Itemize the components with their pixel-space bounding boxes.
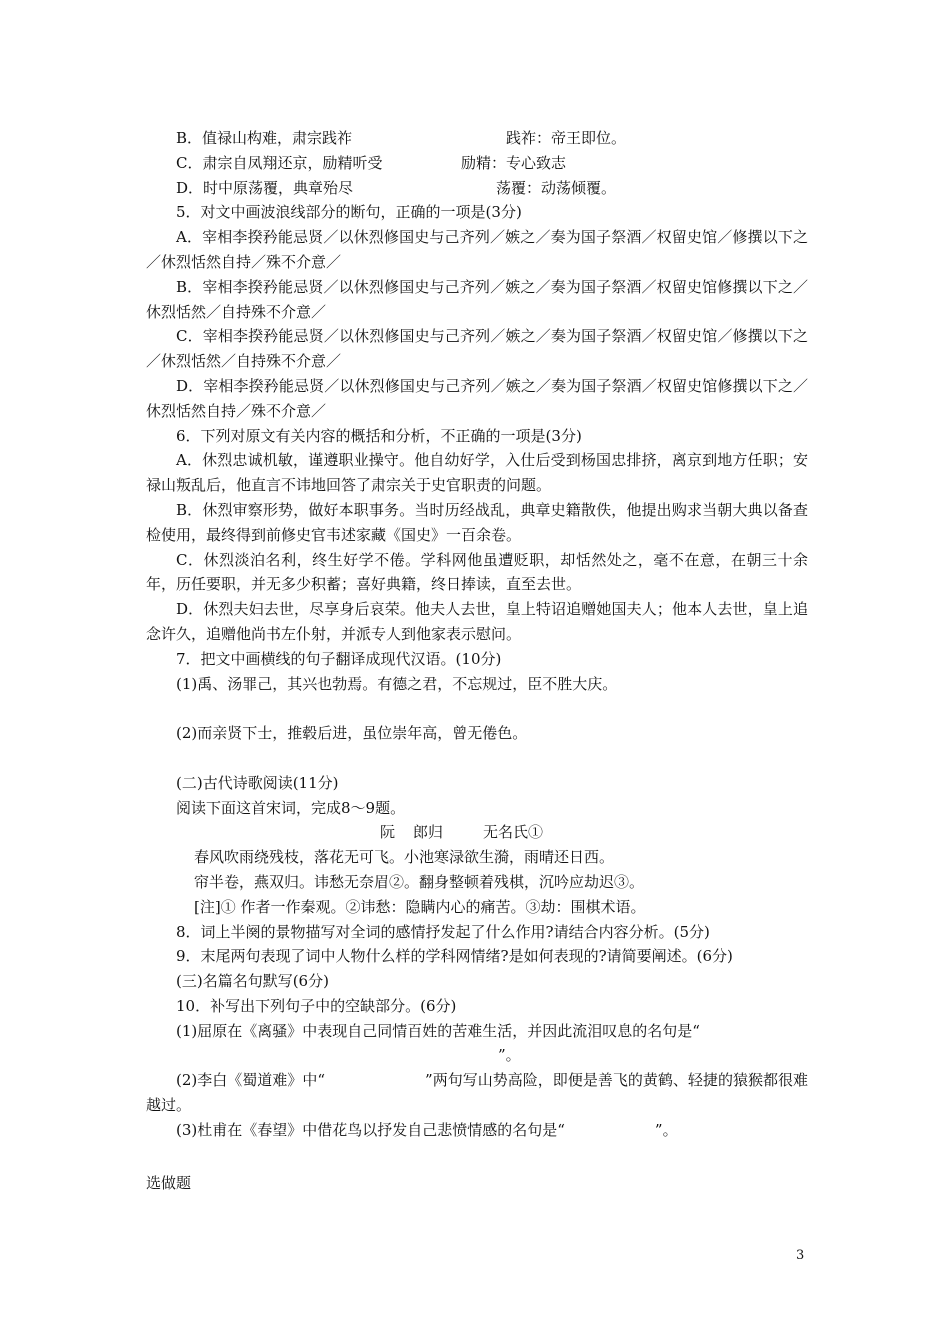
section-2-intro: 阅读下面这首宋词，完成8～9题。 <box>176 798 406 817</box>
answer-space <box>146 696 808 721</box>
q5-stem: 5．对文中画波浪线部分的断句，正确的一项是(3分) <box>176 203 522 222</box>
q6-option-d: D．休烈夫妇去世，尽享身后哀荣。他夫人去世，皇上特诏追赠她国夫人；他本人去世，皇上追念许久，追赠他尚书左仆射，并派专人到他家表示慰问。 <box>146 600 808 643</box>
q4-option-d: D．时中原荡覆，典章殆尽 荡覆：动荡倾覆。 <box>176 178 617 197</box>
q5-option-a: A．宰相李揆矜能忌贤／以休烈修国史与己齐列／嫉之／奏为国子祭酒／权留史馆／修撰以下之／休烈恬然自持／殊不介意／ <box>146 228 808 271</box>
q4-option-b: B．值禄山构难，肃宗践祚 践祚：帝王即位。 <box>176 129 627 147</box>
poem-title: 阮 郎归 无名氏① <box>380 823 544 842</box>
q10-item-2: (2)李白《蜀道难》中“ ”两句写山势高险，即便是善飞的黄鹤、轻捷的猿猴都很难越过。 <box>146 1071 809 1115</box>
answer-space <box>146 746 808 771</box>
q7-sentence-2: (2)而亲贤下士，推毂后进，虽位崇年高，曾无倦色。 <box>176 724 528 743</box>
q6-option-a: A．休烈忠诚机敏，谨遵职业操守。他自幼好学，入仕后受到杨国忠排挤，离京到地方任职；安禄山叛乱后，他直言不讳地回答了肃宗关于史官职责的问题。 <box>146 451 808 495</box>
page-content <box>146 126 808 1195</box>
poem-line-2: 帘半卷，燕双归。讳愁无奈眉②。翻身整顿着残棋，沉吟应劫迟③。 <box>194 872 645 891</box>
q10-item-3: (3)杜甫在《春望》中借花鸟以抒发自己悲愤情感的名句是“ ”。 <box>176 1120 678 1139</box>
q9: 9．末尾两句表现了词中人物什么样的学科网情绪?是如何表现的?请简要阐述。(6分) <box>176 947 733 966</box>
q5-option-c: C．宰相李揆矜能忌贤／以休烈修国史与己齐列／嫉之／奏为国子祭酒／权留史馆／修撰以下之／休烈恬然／自持殊不介意／ <box>146 327 808 371</box>
q7-stem: 7．把文中画横线的句子翻译成现代汉语。(10分) <box>176 649 502 668</box>
q8: 8．词上半阕的景物描写对全词的感情抒发起了什么作用?请结合内容分析。(5分) <box>176 922 710 941</box>
q6-stem: 6．下列对原文有关内容的概括和分析，不正确的一项是(3分) <box>176 426 582 445</box>
q4-option-c: C．肃宗自凤翔还京，励精听受 励精：专心致志 <box>176 153 567 172</box>
poem-note: [注]① 作者一作秦观。②讳愁：隐瞒内心的痛苦。③劫：围棋术语。 <box>194 897 646 916</box>
q10-item-1: (1)屈原在《离骚》中表现自己同情百姓的苦难生活，并因此流泪叹息的名句是“ <box>176 1021 700 1040</box>
q7-sentence-1: (1)禹、汤罪己，其兴也勃焉。有德之君，不忘规过，臣不胜大庆。 <box>176 674 618 693</box>
q5-option-b: B．宰相李揆矜能忌贤／以休烈修国史与己齐列／嫉之／奏为国子祭酒／权留史馆修撰以下之／休烈恬然／自持殊不介意／ <box>146 277 808 321</box>
section-3-heading: (三)名篇名句默写(6分) <box>176 972 329 991</box>
poem-line-1: 春风吹雨绕残枝，落花无可飞。小池寒渌欲生漪，雨晴还日西。 <box>194 848 615 867</box>
q6-option-c: C．休烈淡泊名利，终生好学不倦。学科网他虽遭贬职，却恬然处之，毫不在意，在朝三十余年，历任要职，并无多少积蓄；喜好典籍，终日捧读，直至去世。 <box>146 550 808 594</box>
q5-option-d: D．宰相李揆矜能忌贤／以休烈修国史与己齐列／嫉之／奏为国子祭酒／权留史馆修撰以下之／休烈恬然自持／殊不介意／ <box>146 376 808 420</box>
section-2-heading: (二)古代诗歌阅读(11分) <box>176 773 339 792</box>
q10-item-1-end: ”。 <box>498 1046 521 1065</box>
page-number: 3 <box>796 1248 805 1263</box>
q10-stem: 10．补写出下列句子中的空缺部分。(6分) <box>176 996 457 1015</box>
q6-option-b: B．休烈审察形势，做好本职事务。当时历经战乱，典章史籍散佚，他提出购求当朝大典以备查检使用，最终得到前修史官韦述家藏《国史》一百余卷。 <box>146 500 808 544</box>
optional-heading: 选做题 <box>146 1173 192 1192</box>
